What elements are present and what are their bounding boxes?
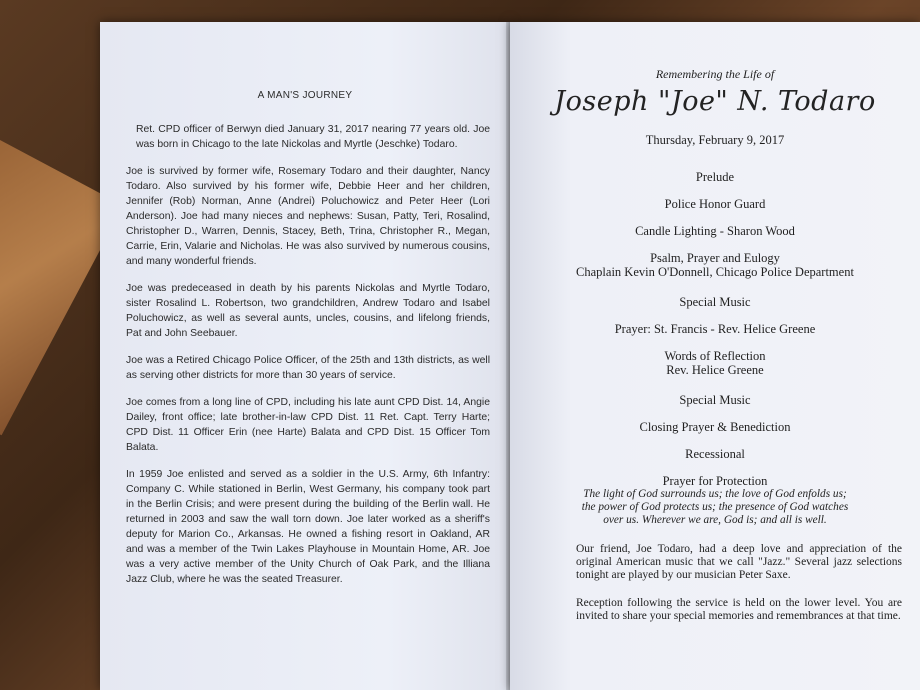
jazz-note: Our friend, Joe Todaro, had a deep love and appreciation of the original American music that we call "Jazz." Several jazz selections tonight are played by our musician Peter Saxe. (576, 543, 902, 581)
prayer-block (510, 474, 920, 527)
program-item: Recessional (685, 447, 745, 461)
program-item: Prayer: St. Francis - Rev. Helice Greene (614, 322, 816, 336)
service-date: Thursday, February 9, 2017 (645, 133, 785, 147)
left-page (100, 22, 510, 690)
closing-notes (576, 543, 902, 623)
obituary-paragraph: Joe was predeceased in death by his parents Nickolas and Myrtle Todaro, sister Rosalind L. Robertson, two grandchildren, Andrew Todaro and Isabel Poluchowicz, as well as several aunts, uncles, cousins, and lifelong friends, Pat and John Seebauer. (126, 283, 490, 339)
right-page (510, 22, 920, 690)
obituary-paragraph: Joe was a Retired Chicago Police Officer, of the 25th and 13th districts, as well as serving other districts for more than 30 years of service. (126, 355, 490, 381)
prayer-text: The light of God surrounds us; the love of God enfolds us; the power of God protects us; the presence of God watches over us. Wherever we are, God is; and all is well. (581, 488, 849, 526)
prayer-title: Prayer for Protection (662, 474, 768, 488)
deceased-name: Joseph "Joe" N. Todaro (554, 86, 876, 117)
reception-note: Reception following the service is held on the lower level. You are invited to share your special memories and remembrances at that time. (576, 597, 902, 622)
memorial-heading: Remembering the Life of (655, 67, 775, 81)
program-item: Candle Lighting - Sharon Wood (635, 224, 795, 238)
program-list (510, 170, 920, 527)
obituary-paragraph: Ret. CPD officer of Berwyn died January 31, 2017 nearing 77 years old. Joe was born in Chicago to the late Nickolas and Myrtle (Jeschke) Todaro. (136, 124, 490, 150)
program-item: Closing Prayer & Benediction (639, 420, 791, 434)
program-item: Police Honor Guard (664, 197, 766, 211)
left-page-title: A MAN'S JOURNEY (257, 90, 353, 101)
program-item: Special Music (679, 393, 751, 407)
program-item: Prelude (695, 170, 735, 184)
obituary-paragraph: In 1959 Joe enlisted and served as a soldier in the U.S. Army, 6th Infantry: Company C. While stationed in Berlin, West Germany, his company took part in the Berlin Crisis; and were present during the building of the Berlin wall. He returned in 2003 and saw the wall torn down. Joe later worked as a sheriff's deputy for Marion Co., Arkansas. He owned a fishing resort in Oakland, AR and was a member of the Twin Lakes Playhouse in Mountain Home, AR. Joe was a very active member of the Unity Church of Oak Park, and the Illiana Jazz Club, where he was the seated Treasurer. (126, 469, 490, 585)
obituary-body (126, 122, 490, 599)
program-item: Psalm, Prayer and Eulogy Chaplain Kevin O'Donnell, Chicago Police Department (576, 251, 854, 279)
obituary-paragraph: Joe is survived by former wife, Rosemary Todaro and their daughter, Nancy Todaro. Also survived by his former wife, Debbie Heer and her children, Jennifer (Rob) Norman, Anne (Andrei) Poluchowicz and Peter Heer (Lori Anderson). Joe had many nieces and nephews: Susan, Patty, Teri, Rosalind, Christopher D., Warren, Dennis, Stacey, Beth, Trina, Christopher R., Megan, Carrie, Erin, Valarie and Nicholas. He was also survived by numerous cousins, and many wonderful friends. (126, 166, 490, 267)
program-item: Special Music (679, 295, 751, 309)
obituary-paragraph: Joe comes from a long line of CPD, including his late aunt CPD Dist. 14, Angie Dailey, front office; late brother-in-law CPD Dist. 11 Ret. Capt. Terry Harte; CPD Dist. 11 Officer Erin (nee Harte) Balata and CPD Dist. 15 Officer Tom Balata. (126, 397, 490, 453)
program-item: Words of Reflection Rev. Helice Greene (664, 349, 766, 377)
